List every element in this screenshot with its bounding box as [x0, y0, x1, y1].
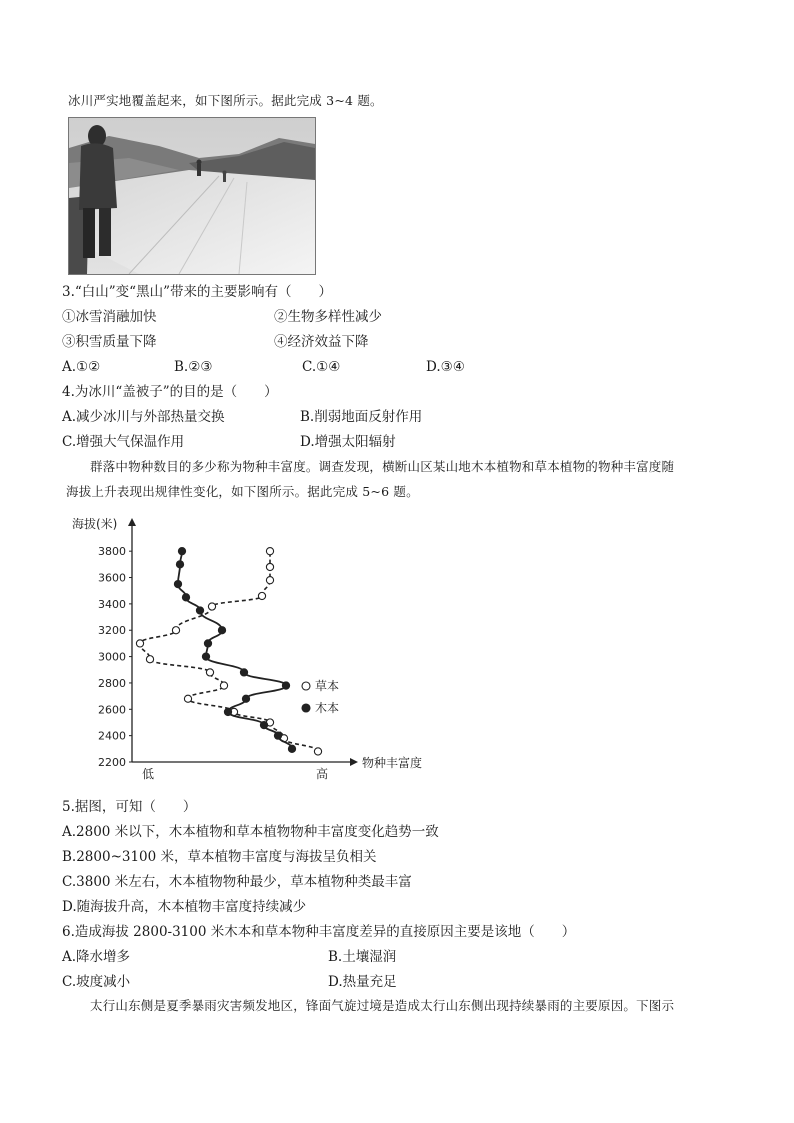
- y-tick-label: 2400: [98, 729, 126, 743]
- species-richness-chart: [70, 512, 430, 792]
- y-tick-label: 3000: [98, 650, 126, 664]
- woody-point: [196, 607, 203, 614]
- q3-item-4: ④经济效益下降: [274, 334, 369, 350]
- q4-stem: 4.为冰川“盖被子”的目的是（ ）: [62, 384, 278, 400]
- y-tick-label: 2800: [98, 676, 126, 690]
- intro-q5-6-line2: 海拔上升表现出规律性变化，如下图所示。据此完成 5~6 题。: [66, 484, 419, 499]
- woody-point: [182, 594, 189, 601]
- q3-option-b: B.②③: [174, 359, 213, 375]
- q5-option-c: C.3800 米左右，木本植物物种最少，草本植物种类最丰富: [62, 874, 412, 890]
- woody-point: [288, 745, 295, 752]
- y-axis-label: 海拔(米): [72, 517, 118, 531]
- q4-option-d: D.增强太阳辐射: [300, 434, 396, 450]
- legend-herb-label: 草本: [315, 679, 340, 693]
- y-axis-arrow: [128, 518, 136, 526]
- q5-option-a: A.2800 米以下，木本植物和草本植物物种丰富度变化趋势一致: [62, 824, 439, 840]
- y-tick-label: 2200: [98, 756, 126, 769]
- x-axis-arrow: [350, 758, 358, 766]
- q6-option-d: D.热量充足: [328, 974, 397, 990]
- legend-woody-marker: [302, 704, 310, 712]
- intro-q5-6-line1: 群落中物种数目的多少称为物种丰富度。调查发现，横断山区某山地木本植物和草本植物的物种丰富度随: [90, 459, 675, 474]
- q3-item-2: ②生物多样性减少: [274, 309, 382, 325]
- y-tick-label: 3200: [98, 624, 126, 638]
- q5-stem: 5.据图，可知（ ）: [62, 799, 197, 815]
- q3-option-c: C.①④: [302, 359, 341, 375]
- chart-svg: [70, 512, 430, 788]
- woody-point: [242, 695, 249, 702]
- woody-point: [274, 732, 281, 739]
- q5-option-d: D.随海拔升高，木本植物丰富度持续减少: [62, 899, 307, 915]
- q6-option-c: C.坡度减小: [62, 974, 131, 990]
- q3-item-3: ③积雪质量下降: [62, 334, 157, 350]
- q4-option-b: B.削弱地面反射作用: [300, 409, 423, 425]
- legend-herb-marker: [302, 682, 310, 690]
- q6-stem: 6.造成海拔 2800-3100 米木本和草本物种丰富度差异的直接原因主要是该地（ ）: [62, 924, 576, 940]
- herb-point: [206, 669, 213, 676]
- herb-point: [146, 656, 153, 663]
- herb-point: [266, 548, 273, 555]
- legend-woody-label: 木本: [315, 701, 340, 715]
- y-tick-label: 2600: [98, 703, 126, 717]
- woody-point: [282, 682, 289, 689]
- herb-point: [266, 577, 273, 584]
- woody-point: [202, 653, 209, 660]
- woody-point: [224, 708, 231, 715]
- x-axis-label: 物种丰富度: [362, 756, 423, 770]
- y-tick-label: 3400: [98, 597, 126, 611]
- herb-point: [258, 592, 265, 599]
- glacier-covered-photo: [68, 117, 316, 275]
- y-tick-label: 3800: [98, 545, 126, 559]
- herb-series-line: [140, 551, 318, 751]
- q4-option-c: C.增强大气保温作用: [62, 434, 185, 450]
- woody-point: [218, 627, 225, 634]
- woody-point: [260, 722, 267, 729]
- q6-option-a: A.降水增多: [62, 949, 131, 965]
- q4-option-a: A.减少冰川与外部热量交换: [62, 409, 225, 425]
- woody-point: [176, 561, 183, 568]
- x-tick-high: 高: [315, 767, 329, 781]
- herb-point: [208, 603, 215, 610]
- woody-point: [178, 548, 185, 555]
- herb-point: [220, 682, 227, 689]
- herb-point: [136, 640, 143, 647]
- q3-item-1: ①冰雪消融加快: [62, 309, 157, 325]
- herb-point: [172, 627, 179, 634]
- q5-option-b: B.2800~3100 米，草本植物丰富度与海拔呈负相关: [62, 849, 377, 865]
- intro-q3-4: 冰川严实地覆盖起来，如下图所示。据此完成 3~4 题。: [68, 93, 383, 108]
- q6-option-b: B.土壤湿润: [328, 949, 397, 965]
- herb-point: [314, 748, 321, 755]
- woody-series-line: [178, 551, 292, 749]
- herb-point: [266, 563, 273, 570]
- q3-stem: 3.“白山”变“黑山”带来的主要影响有（ ）: [62, 284, 332, 300]
- q3-option-a: A.①②: [62, 359, 101, 375]
- herb-point: [184, 695, 191, 702]
- woody-point: [174, 581, 181, 588]
- y-tick-label: 3600: [98, 571, 126, 585]
- woody-point: [204, 640, 211, 647]
- q3-option-d: D.③④: [426, 359, 465, 375]
- woody-point: [240, 669, 247, 676]
- x-tick-low: 低: [141, 767, 155, 781]
- intro-next: 太行山东侧是夏季暴雨灾害频发地区，锋面气旋过境是造成太行山东侧出现持续暴雨的主要原因。下图示: [90, 998, 675, 1013]
